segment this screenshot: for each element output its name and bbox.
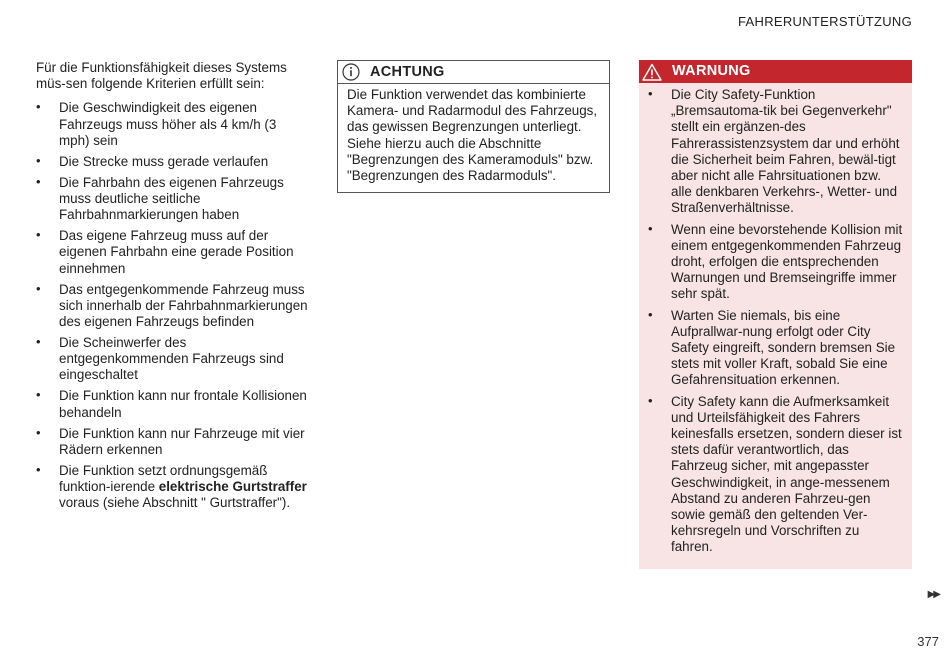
bullet-icon: • bbox=[36, 173, 41, 189]
list-item-text: Die Funktion kann nur Fahrzeuge mit vier Rädern erkennen bbox=[59, 425, 305, 457]
caution-column bbox=[337, 60, 610, 193]
criteria-intro: Für die Funktionsfähigkeit dieses Systems müs-sen folgende Kriterien erfüllt sein: bbox=[36, 60, 287, 92]
caution-box bbox=[337, 60, 610, 193]
list-item bbox=[36, 463, 308, 512]
criteria-column bbox=[36, 60, 308, 516]
list-item-text: Das entgegenkommende Fahrzeug muss sich innerhalb der Fahrbahnmarkierungen des eigenen Fahrzeugs befinden bbox=[59, 281, 308, 330]
warning-column bbox=[639, 60, 912, 569]
bullet-icon: • bbox=[36, 387, 41, 403]
list-item-text: Die Scheinwerfer des entgegenkommenden Fahrzeugs sind eingeschaltet bbox=[59, 335, 284, 383]
caution-header bbox=[338, 61, 609, 84]
bullet-icon: • bbox=[648, 392, 653, 408]
list-item bbox=[36, 100, 308, 149]
list-item-text: Wenn eine bevorstehende Kollision mit einem entgegenkommenden Fahrzeug droht, erfolgen die entsprechenden Warnungen und Bremseingriffe immer sehr spät. bbox=[671, 221, 903, 302]
list-item bbox=[648, 308, 904, 389]
list-item bbox=[36, 175, 308, 224]
list-item-text: Die Strecke muss gerade verlaufen bbox=[59, 153, 269, 169]
list-item-text-after: voraus (siehe Abschnitt " Gurtstraffer"). bbox=[59, 495, 291, 511]
bullet-icon: • bbox=[36, 424, 41, 440]
bullet-icon: • bbox=[648, 306, 653, 322]
list-item bbox=[36, 154, 308, 170]
warning-title: WARNUNG bbox=[672, 63, 751, 80]
bullet-icon: • bbox=[36, 461, 41, 477]
list-item bbox=[648, 87, 904, 217]
info-circle-icon bbox=[342, 63, 360, 81]
caution-title: ACHTUNG bbox=[370, 63, 445, 80]
bullet-icon: • bbox=[36, 99, 41, 115]
list-item bbox=[36, 388, 308, 420]
warning-list bbox=[639, 83, 912, 556]
list-item bbox=[36, 282, 308, 331]
list-item-text: Die Geschwindigkeit des eigenen Fahrzeugs muss höher als 4 km/h (3 mph) sein bbox=[59, 100, 277, 148]
list-item bbox=[36, 335, 308, 384]
bullet-icon: • bbox=[36, 227, 41, 243]
seatbelt-tensioner-term: elektrische Gurtstraffer bbox=[158, 479, 307, 495]
list-item-text: Warten Sie niemals, bis eine Aufprallwar-nung erfolgt oder City Safety eingreift, sondern bremsen Sie stets mit voller Kraft, sobald Sie eine Gefahrensituation erkennen. bbox=[671, 307, 896, 388]
list-item bbox=[648, 394, 904, 556]
list-item-text: Das eigene Fahrzeug muss auf der eigenen Fahrbahn eine gerade Position einnehmen bbox=[59, 228, 294, 276]
caution-body: Die Funktion verwendet das kombinierte Kamera- und Radarmodul des Fahrzeugs, das gewissen Begrenzungen unterliegt. Siehe hierzu auch die Abschnitte "Begrenzungen des Kameramoduls" bzw. "Begrenzungen des Radarmoduls". bbox=[347, 87, 598, 184]
section-title: FAHRERUNTERSTÜTZUNG bbox=[738, 14, 912, 29]
list-item-text: City Safety kann die Aufmerksamkeit und Urteilsfähigkeit des Fahrers keinesfalls ersetzen, sondern dieser ist stets dafür verantwortlich, das Fahrzeug sicher, mit angepasster Geschwindigkeit, in ange-messenem Abstand zu anderen Fahrzeu-gen sowie gemäß den geltenden Ver-kehrsregeln und Vorschriften zu fahren. bbox=[671, 393, 902, 555]
list-item-text-before: Die Funktion setzt ordnungsgemäß funktion-ierende bbox=[59, 462, 268, 495]
criteria-list bbox=[36, 100, 308, 511]
double-triangle-right-icon[interactable]: ▶▶ bbox=[927, 589, 939, 600]
warning-box bbox=[639, 60, 912, 569]
list-item bbox=[648, 222, 904, 303]
list-item bbox=[36, 228, 308, 277]
warning-header bbox=[639, 60, 912, 83]
bullet-icon: • bbox=[648, 220, 653, 236]
list-item-text: Die Funktion kann nur frontale Kollisionen behandeln bbox=[59, 388, 307, 420]
bullet-icon: • bbox=[648, 86, 653, 101]
list-item bbox=[36, 426, 308, 458]
warning-triangle-icon bbox=[642, 63, 662, 81]
list-item-text: Die City Safety-Funktion „Bremsautoma-tik bei Gegenverkehr" stellt ein ergänzen-des Fahrerassistenzsystem dar und erhöht die Sicherheit beim Fahren, bewäl-tigt aber nicht alle Fahrsituationen bzw. alle denkbaren Verkehrs-, Wetter- und Straßenverhältnisse. bbox=[671, 87, 900, 216]
page-number: 377 bbox=[917, 634, 939, 649]
bullet-icon: • bbox=[36, 334, 41, 350]
list-item-text: Die Fahrbahn des eigenen Fahrzeugs muss deutliche seitliche Fahrbahnmarkierungen haben bbox=[59, 174, 284, 223]
bullet-icon: • bbox=[36, 280, 41, 296]
bullet-icon: • bbox=[36, 152, 41, 168]
